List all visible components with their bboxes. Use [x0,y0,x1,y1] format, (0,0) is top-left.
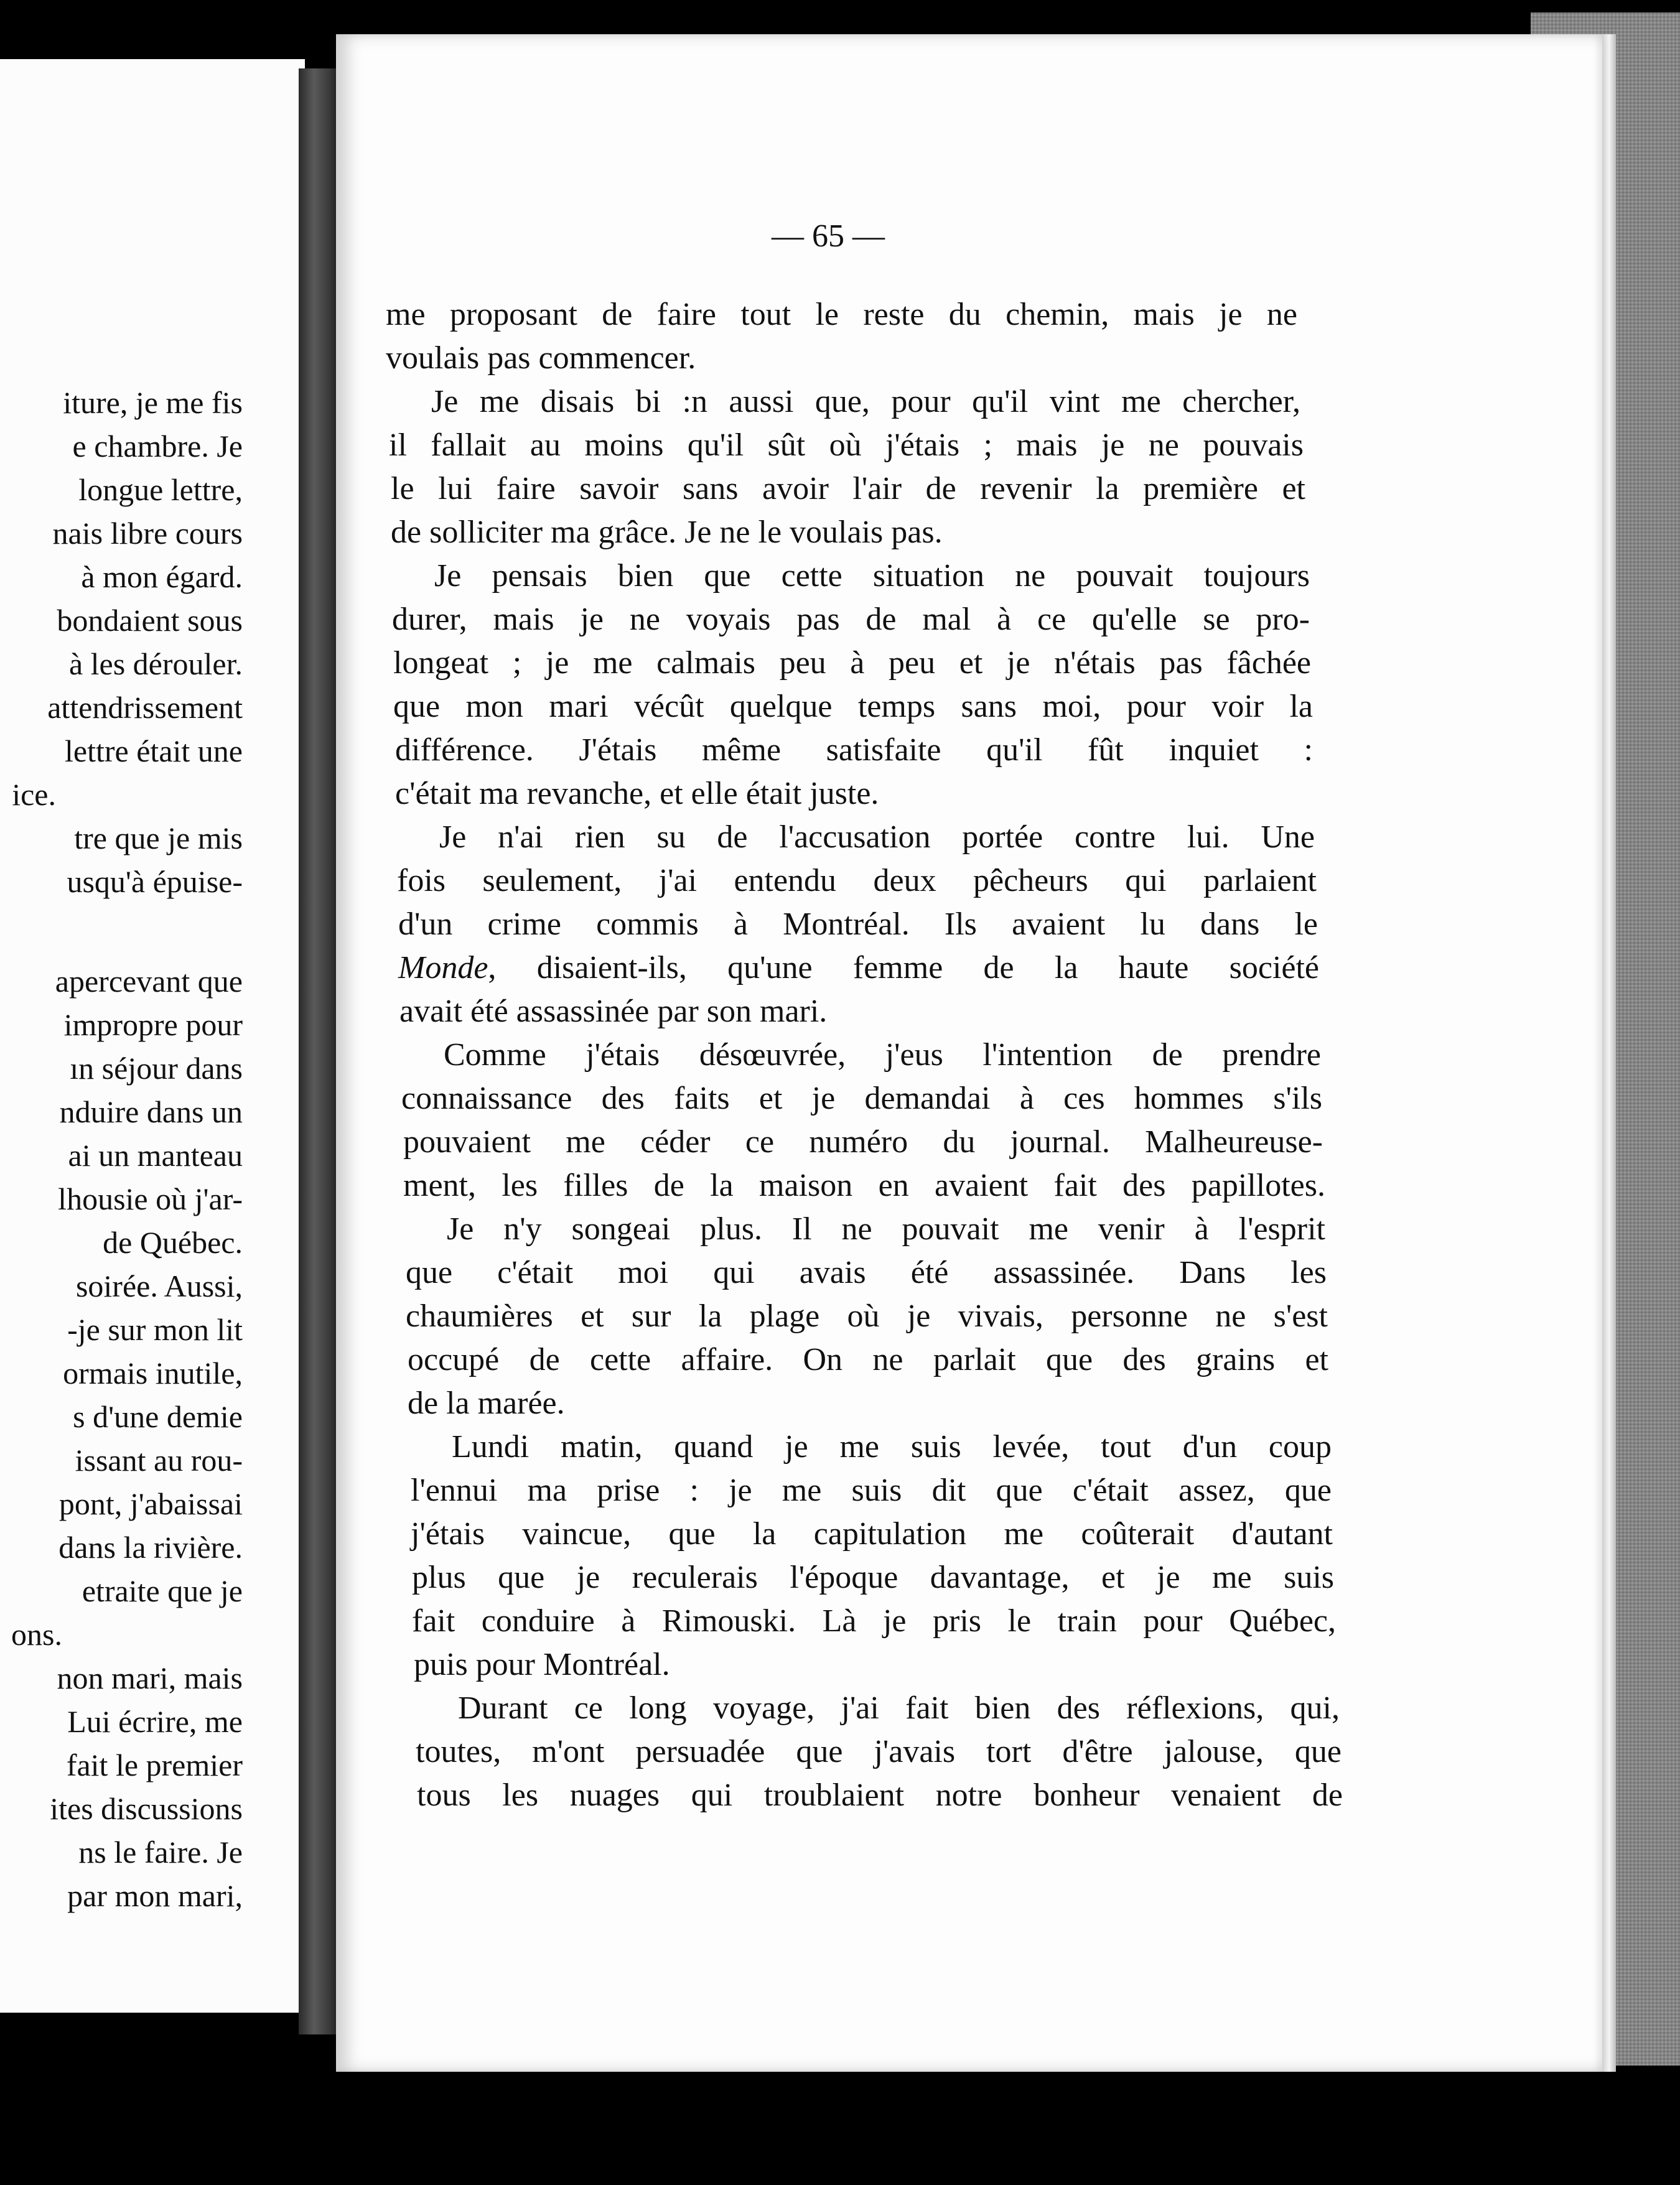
text-line: d'un crime commis à Montréal. Ils avaient lu dans le [398,906,1318,942]
text-line: voulais pas commencer. [386,340,696,376]
text-line: de solliciter ma grâce. Je ne le voulais pas. [391,515,943,550]
text-line: avait été assassinée par son mari. [399,994,828,1029]
text-line: que c'était moi qui avais été assassinée. Dans les [406,1255,1327,1290]
left-line: Lui écrire, me [67,1704,243,1739]
left-line: s d'une demie [73,1399,243,1434]
text-line: ment, les filles de la maison en avaient fait des papillotes. [403,1168,1325,1203]
text-line: que mon mari vécût quelque temps sans moi, pour voir la [393,689,1313,724]
text-line [398,952,1319,984]
left-line: issant au rou- [75,1443,243,1478]
text-line: de la marée. [408,1386,565,1421]
left-page [0,59,305,2013]
left-line: non mari, mais [57,1661,243,1695]
left-line: ons. [11,1617,62,1652]
left-line: attendrissement [47,690,243,725]
left-line: fait le premier [66,1748,243,1782]
text-line: Je n'y songeai plus. Il ne pouvait me venir à l'esprit [447,1211,1325,1247]
left-line: ns le faire. Je [78,1835,243,1870]
left-line: ın séjour dans [70,1051,243,1086]
text-line: toutes, m'ont persuadée que j'avais tort d'être jalouse, que [416,1734,1342,1769]
page-edge [1602,34,1616,2072]
text-line: connaissance des faits et je demandai à ces hommes s'ils [401,1081,1322,1116]
text-line: Durant ce long voyage, j'ai fait bien des réflexions, qui, [458,1690,1340,1726]
text-line: j'étais vaincue, que la capitulation me coûterait d'autant [411,1516,1333,1552]
left-line: soirée. Aussi, [75,1269,243,1303]
left-line: impropre pour [63,1007,243,1042]
left-line: ormais inutile, [63,1356,243,1391]
right-page [336,34,1602,2072]
text-line: me proposant de faire tout le reste du chemin, mais je ne [386,297,1297,332]
text-line: chaumières et sur la plage où je vivais, personne ne s'est [406,1298,1328,1334]
left-line: e chambre. Je [72,429,243,464]
text-line: l'ennui ma prise : je me suis dit que c'était assez, que [411,1473,1332,1508]
left-line: tre que je mis [74,821,243,855]
text-line: Lundi matin, quand je me suis levée, tout d'un coup [452,1429,1332,1465]
text-line: différence. J'étais même satisfaite qu'il fût inquiet : [395,732,1313,768]
text-line: il fallait au moins qu'il sût où j'étais ; mais je ne pouvais [389,427,1304,463]
text-line: durer, mais je ne voyais pas de mal à ce qu'elle se pro- [392,602,1310,637]
left-line: iture, je me fis [63,385,243,420]
left-line: lhousie où j'ar- [58,1181,243,1216]
left-line: longue lettre, [78,472,243,507]
text-line: fait conduire à Rimouski. Là je pris le train pour Québec, [412,1603,1336,1639]
text-line: c'était ma revanche, et elle était juste. [395,776,879,811]
text-line: Je pensais bien que cette situation ne pouvait toujours [434,558,1310,594]
left-line: lettre était une [65,734,243,768]
left-line: par mon mari, [67,1878,243,1913]
left-line: ites discussions [50,1791,243,1826]
text-line: longeat ; je me calmais peu à peu et je n'étais pas fâchée [393,645,1311,681]
text-line-rest: , disaient-ils, qu'une femme de la haute société [488,950,1319,985]
text-line: tous les nuages qui troublaient notre bonheur venaient de [417,1777,1343,1813]
text-line: Je me disais bi :n aussi que, pour qu'il vint me chercher, [431,384,1300,419]
left-line: dans la rivière. [58,1530,243,1565]
newspaper-title: Monde [398,950,488,985]
page-number: — 65 — [772,218,885,254]
left-line: à les dérouler. [68,646,243,681]
text-line: plus que je reculerais l'époque davantage, et je me suis [412,1560,1334,1595]
text-line: Comme j'étais désœuvrée, j'eus l'intention de prendre [444,1037,1321,1073]
left-line: nais libre cours [52,516,243,551]
left-line: de Québec. [103,1225,243,1260]
left-line: -je sur mon lit [67,1312,243,1347]
left-line: usqu'à épuise- [67,864,243,899]
text-line: puis pour Montréal. [414,1647,670,1682]
text-line: occupé de cette affaire. On ne parlait que des grains et [408,1342,1328,1377]
left-line: bondaient sous [57,603,243,638]
left-line: ice. [12,777,56,812]
left-line: pont, j'abaissai [58,1486,243,1521]
text-line: le lui faire savoir sans avoir l'air de revenir la première et [391,471,1305,506]
left-line: à mon égard. [81,559,243,594]
text-line: fois seulement, j'ai entendu deux pêcheurs qui parlaient [397,863,1317,898]
text-line: pouvaient me céder ce numéro du journal. Malheureuse- [403,1124,1323,1160]
text-line: Je n'ai rien su de l'accusation portée contre lui. Une [439,819,1315,855]
left-line: ai un manteau [68,1138,243,1173]
left-line: etraite que je [82,1573,243,1608]
left-line: apercevant que [55,964,243,999]
left-line: nduire dans un [59,1094,243,1129]
